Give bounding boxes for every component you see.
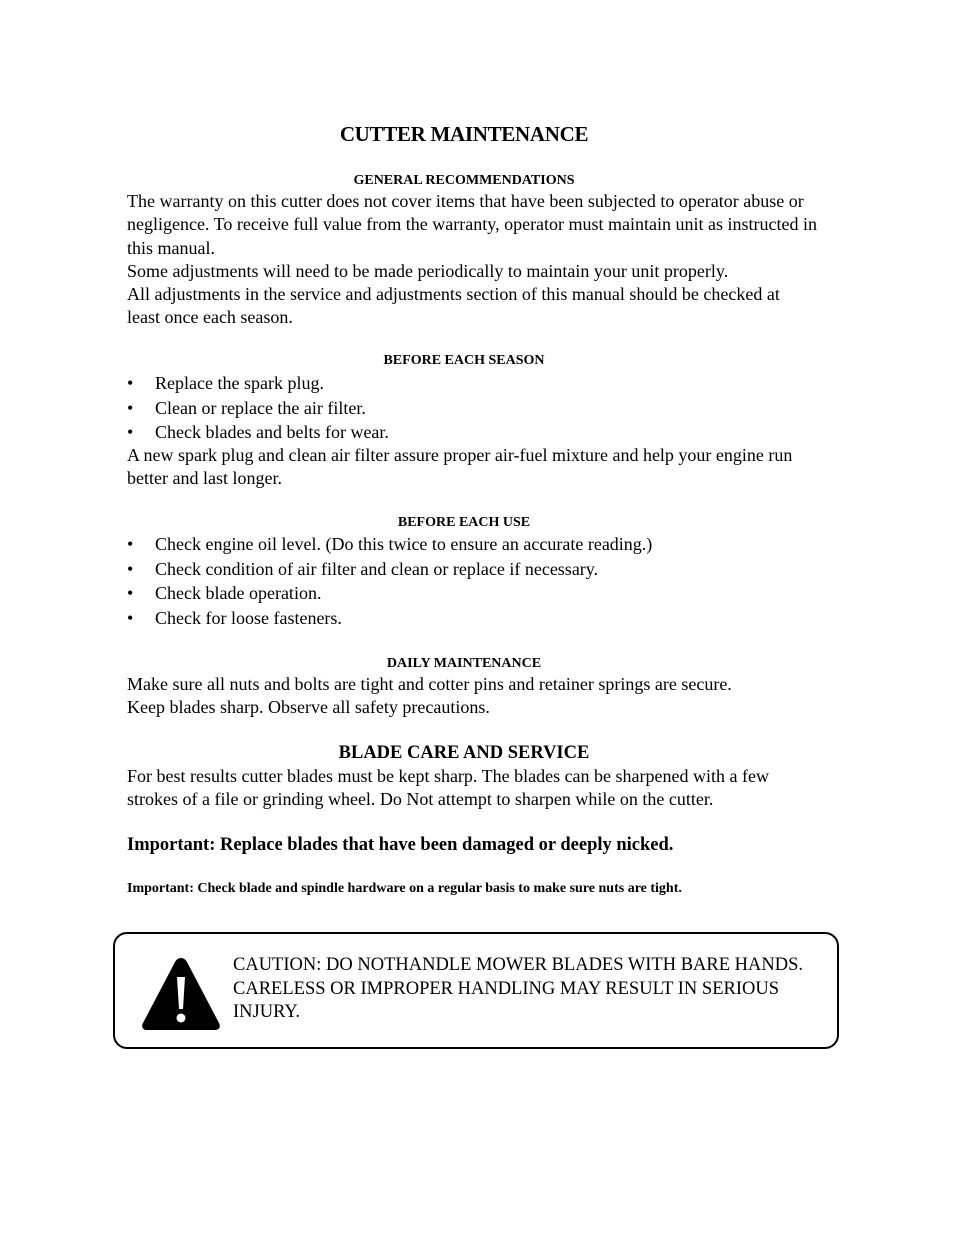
before-each-use-heading: BEFORE EACH USE [397, 515, 531, 530]
list-item: • Replace the spark plug. [127, 371, 389, 396]
before-each-season-heading: BEFORE EACH SEASON [383, 353, 545, 368]
blade-care-heading: BLADE CARE AND SERVICE [338, 743, 590, 763]
warranty-paragraph: The warranty on this cutter does not cover items that have been subjected to operator abuse or negligence. To receive full value from the warranty, operator must maintain unit as instructed in this manual. [127, 191, 818, 258]
page-title: CUTTER MAINTENANCE [339, 122, 589, 146]
seasonal-check-paragraph: All adjustments in the service and adjustments section of this manual should be checked at least once each season. [127, 284, 780, 328]
before-each-season-list [127, 371, 389, 445]
adjustments-paragraph: Some adjustments will need to be made periodically to maintain your unit properly. [127, 260, 729, 281]
before-each-season-note: A new spark plug and clean air filter assure proper air-fuel mixture and help your engine run better and last longer. [127, 445, 793, 489]
list-item: • Clean or replace the air filter. [127, 396, 389, 421]
list-item: • Check condition of air filter and clean or replace if necessary. [127, 557, 652, 582]
nuts-bolts-paragraph: Make sure all nuts and bolts are tight and cotter pins and retainer springs are secure. [127, 674, 732, 694]
general-recommendations-text [127, 190, 817, 330]
list-item: • Check for loose fasteners. [127, 606, 652, 631]
list-item: • Check blades and belts for wear. [127, 420, 389, 445]
important-replace-blades: Important: Replace blades that have been damaged or deeply nicked. [127, 835, 674, 855]
before-each-use-list [127, 532, 652, 630]
caution-box [113, 932, 839, 1049]
general-recommendations-heading: GENERAL RECOMMENDATIONS [353, 173, 575, 188]
keep-sharp-paragraph: Keep blades sharp. Observe all safety precautions. [127, 697, 490, 718]
daily-maintenance-heading: DAILY MAINTENANCE [386, 656, 542, 671]
daily-maintenance-text [127, 673, 817, 720]
important-check-hardware: Important: Check blade and spindle hardware on a regular basis to make sure nuts are tight. [127, 881, 682, 896]
warning-triangle-icon [140, 955, 222, 1031]
list-item: • Check blade operation. [127, 581, 652, 606]
blade-care-text: For best results cutter blades must be kept sharp. The blades can be sharpened with a few strokes of a file or grinding wheel. Do Not attempt to sharpen while on the cutter. [127, 766, 769, 810]
caution-text: CAUTION: DO NOTHANDLE MOWER BLADES WITH BARE HANDS. CARELESS OR IMPROPER HANDLING MAY RESULT IN SERIOUS INJURY. [233, 955, 804, 1022]
list-item: • Check engine oil level. (Do this twice to ensure an accurate reading.) [127, 532, 652, 557]
